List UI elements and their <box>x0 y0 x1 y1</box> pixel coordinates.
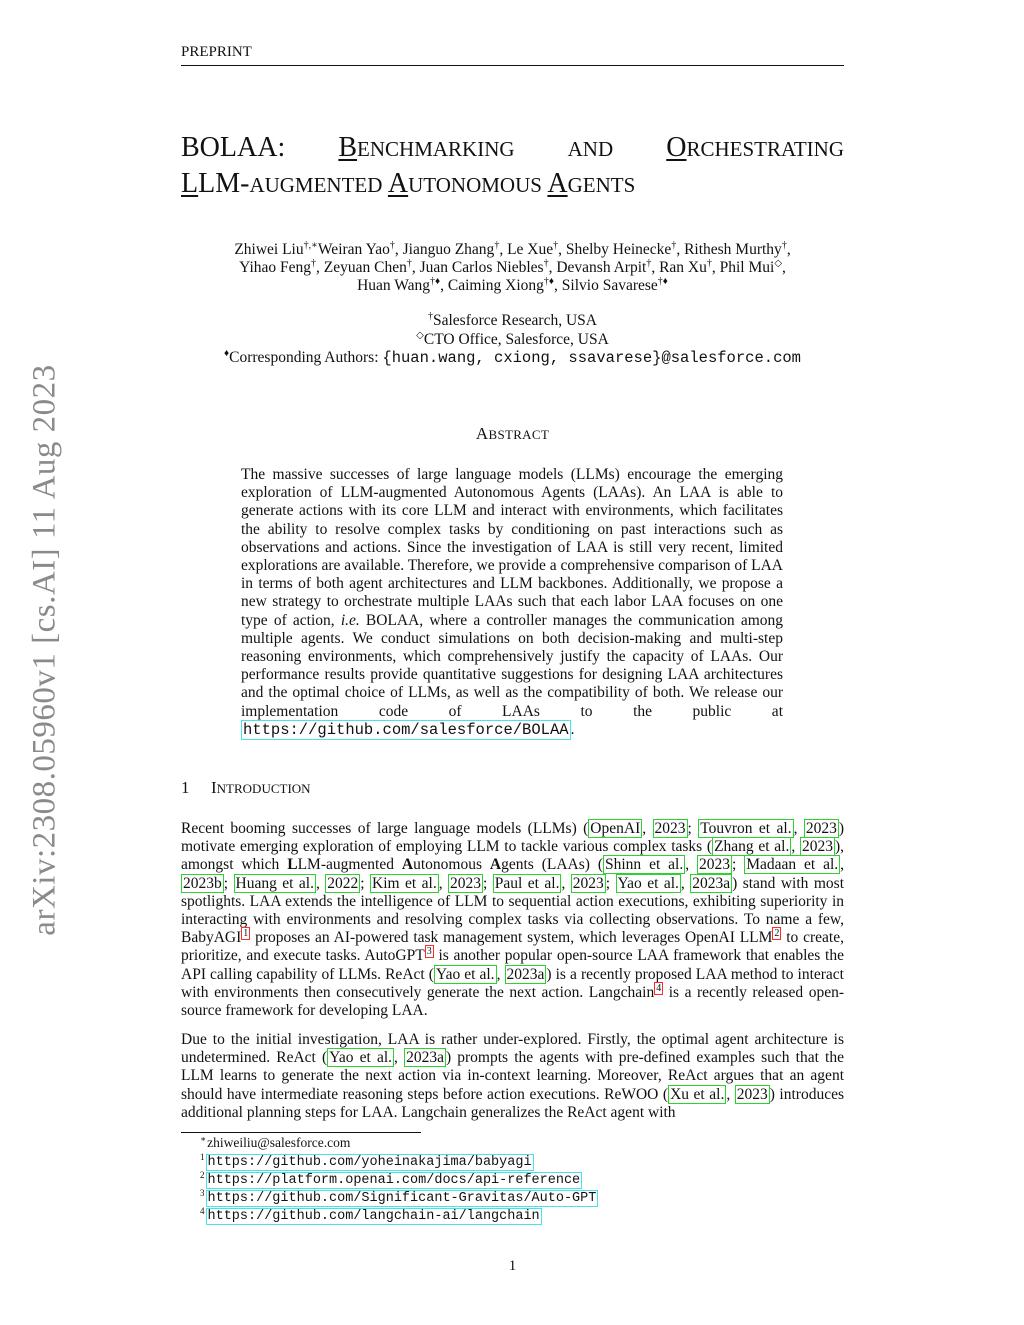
footnote-email: ∗zhiweiliu@salesforce.com <box>200 1133 351 1150</box>
footnote-4: $^4$ https://github.com/langchain-ai/langchain <box>200 1205 540 1224</box>
citation-link[interactable]: Xu et al. <box>670 1085 725 1103</box>
footnote-link[interactable]: https://github.com/Significant-Gravitas/Auto-GPT <box>207 1191 597 1206</box>
running-header: PREPRINT <box>181 44 252 60</box>
citation-link[interactable]: 2023 <box>450 874 482 892</box>
citation-link[interactable]: 2023 <box>654 820 686 837</box>
corresponding-emails: {huan.wang, cxiong, ssavarese}@salesforce.com <box>382 349 801 367</box>
author: Huan Wang <box>357 277 431 294</box>
citation-link[interactable]: Yao et al. <box>617 874 679 892</box>
author-line-3: Huan Wang†♦, Caiming Xiong†♦, Silvio Savarese†♦ <box>357 275 668 294</box>
citation-link[interactable]: Huang et al. <box>235 874 314 892</box>
footnote-link[interactable]: https://github.com/langchain-ai/langchain <box>207 1209 540 1224</box>
footnote-link[interactable]: https://platform.openai.com/docs/api-reference <box>207 1173 581 1188</box>
author: Rithesh Murthy <box>684 241 782 258</box>
title-word: ORCHESTRATING <box>666 132 844 163</box>
intro-paragraph-2: Due to the initial investigation, LAA is rather under-explored. Firstly, the optimal agent architecture is undetermined. ReAct ( Yao et al. , 2023a ) prompts the agents with pre-defined examples such that the LLM learns to generate the next action via in-context learning. Moreover, ReAct argues that an agent should have intermediate reasoning steps before action executions. ReWOO ( Xu et al. , 2023 ) introduces additional planning steps for LAA. Langchain generalizes the ReAct agent with <box>181 1031 844 1121</box>
section-heading: 1 INTRODUCTION <box>181 778 311 797</box>
footnote-ref[interactable]: 1 <box>243 928 249 940</box>
citation-link[interactable]: 2023 <box>736 1085 768 1103</box>
footnote-link[interactable]: https://github.com/yoheinakajima/babyagi <box>207 1155 532 1170</box>
title-word: AGENTS <box>547 168 636 199</box>
affiliation-1: †Salesforce Research, USA <box>428 310 597 329</box>
abstract-body: The massive successes of large language models (LLMs) encourage the emerging exploration of LLM-augmented Autonomous Agents (LAAs). An LAA is able to generate actions with its core LLM and interact with environments, which facilitates the ability to resolve complex tasks by conditioning on past interactions such as observations and actions. Since the investigation of LAA is still very recent, limited explorations are available. Therefore, we provide a comprehensive comparison of LAA in terms of both agent architectures and LLM backbones. Additionally, we propose a new strategy to orchestrate multiple LAAs such that each labor LAA focuses on one type of action, i.e. BOLAA, where a controller manages the communication among multiple agents. We conduct simulations on both decision-making and multi-step reasoning environments, which comprehensively justify the capacity of LAAs. Our performance results provide quantitative suggestions for designing LAA architectures and the optimal choice of LLMs, as well as the compatibility of both. We release our implementation code of LAAs to the public at https://github.com/salesforce/BOLAA . <box>241 466 784 739</box>
author: Juan Carlos Niebles <box>419 259 544 276</box>
corresponding-authors: ♦Corresponding Authors: {huan.wang, cxiong, ssavarese}@salesforce.com <box>224 347 801 367</box>
title-word: LLM-AUGMENTED <box>181 168 383 199</box>
citation-link[interactable]: Paul et al. <box>494 874 560 892</box>
author-line-2: Yihao Feng†, Zeyuan Chen†, Juan Carlos Niebles†, Devansh Arpit†, Ran Xu†, Phil Mui◇, <box>239 257 786 276</box>
footnote-ref[interactable]: 3 <box>426 946 432 958</box>
title-word: BOLAA: <box>181 132 286 163</box>
citation-link[interactable]: 2023 <box>572 874 604 892</box>
citation-link[interactable]: 2023 <box>699 856 730 874</box>
citation-link[interactable]: Touvron et al. <box>700 820 792 837</box>
author-line-1: Zhiwei Liu†,∗Weiran Yao†, Jianguo Zhang†, Le Xue†, Shelby Heinecke†, Rithesh Murthy†, <box>234 239 791 258</box>
author: Devansh Arpit <box>556 259 647 276</box>
author: Le Xue <box>507 241 554 258</box>
footnote-rule <box>181 1132 421 1133</box>
author: Silvio Savarese <box>561 277 658 294</box>
footnote-ref[interactable]: 2 <box>774 928 780 940</box>
paper-title-line-2 <box>181 166 844 203</box>
paper-title-line-1 <box>181 130 844 167</box>
citation-link[interactable]: 2023a <box>692 874 731 892</box>
citation-link[interactable]: 2023 <box>805 820 837 837</box>
citation-link[interactable]: Shinn et al. <box>605 856 684 874</box>
github-link[interactable]: https://github.com/salesforce/BOLAA <box>243 720 569 739</box>
author: Zhiwei Liu <box>234 241 304 258</box>
citation-link[interactable]: 2023b <box>183 874 222 892</box>
citation-link[interactable]: 2022 <box>327 874 359 892</box>
author: Weiran Yao <box>317 241 390 258</box>
author: Jianguo Zhang <box>402 241 495 258</box>
citation-link[interactable]: 2023a <box>406 1049 444 1067</box>
author: Shelby Heinecke <box>565 241 672 258</box>
title-word: AUTONOMOUS <box>387 168 542 199</box>
arxiv-stamp: arXiv:2308.05960v1 [cs.AI] 11 Aug 2023 <box>26 364 63 936</box>
citation-link[interactable]: OpenAI <box>590 820 641 837</box>
citation-link[interactable]: Yao et al. <box>435 965 495 983</box>
intro-paragraph-1: Recent booming successes of large language models (LLMs) ( OpenAI , 2023 ; Touvron et al. , 2023 ) motivate emerging exploration of employing LLM to tackle various complex tasks ( Zhang et al. , 2023 ), amongst which LLM-augmented Autonomous Agents (LAAs) ( Shinn et al. , 2023 ; Madaan et al. , 2023b ; Huang et al. , 2022 ; Kim et al. , 2023 ; Paul et al. , 2023 ; Yao et al. , 2023a ) stand with most spotlights. LAA extends the intelligence of LLM to sequential action executions, exhibiting superiority in interacting with environments and resolving complex tasks via collecting observations. To name a few, BabyAGI $^1$ proposes an AI-powered task management system, which leverages OpenAI LLM $^2$ to create, prioritize, and execute tasks. AutoGPT $^3$ is another popular open-source LAA framework that enables the API calling capability of LLMs. ReAct ( Yao et al. , 2023a ) is a recently proposed LAA method to interact with environments then consecutively generate the next action. Langchain $^4$ is a recently released open-source framework for developing LAA. <box>181 820 845 1020</box>
citation-link[interactable]: Yao et al. <box>329 1049 393 1067</box>
footnote-2: $^2$ https://platform.openai.com/docs/api-reference <box>200 1169 581 1188</box>
page-number: 1 <box>508 1258 517 1274</box>
title-word: AND <box>567 137 614 161</box>
author: Phil Mui <box>719 259 775 276</box>
title-word: BENCHMARKING <box>338 132 515 163</box>
affiliation-2: ◇CTO Office, Salesforce, USA <box>416 329 609 348</box>
citation-link[interactable]: Kim et al. <box>372 874 437 892</box>
citation-link[interactable]: 2023 <box>801 838 833 856</box>
author: Caiming Xiong <box>447 277 544 294</box>
author: Yihao Feng <box>239 259 312 276</box>
citation-link[interactable]: Madaan et al. <box>746 856 839 874</box>
header-rule <box>181 65 844 66</box>
footnote-1: $^1$ https://github.com/yoheinakajima/babyagi <box>200 1151 532 1170</box>
citation-link[interactable]: Zhang et al. <box>714 838 790 856</box>
citation-link[interactable]: 2023a <box>506 965 545 983</box>
abstract-heading: ABSTRACT <box>475 424 550 443</box>
footnote-ref[interactable]: 4 <box>656 982 662 994</box>
author: Ran Xu <box>659 259 707 276</box>
footnote-3: $^3$ https://github.com/Significant-Gravitas/Auto-GPT <box>200 1187 597 1206</box>
author: Zeyuan Chen <box>323 259 407 276</box>
